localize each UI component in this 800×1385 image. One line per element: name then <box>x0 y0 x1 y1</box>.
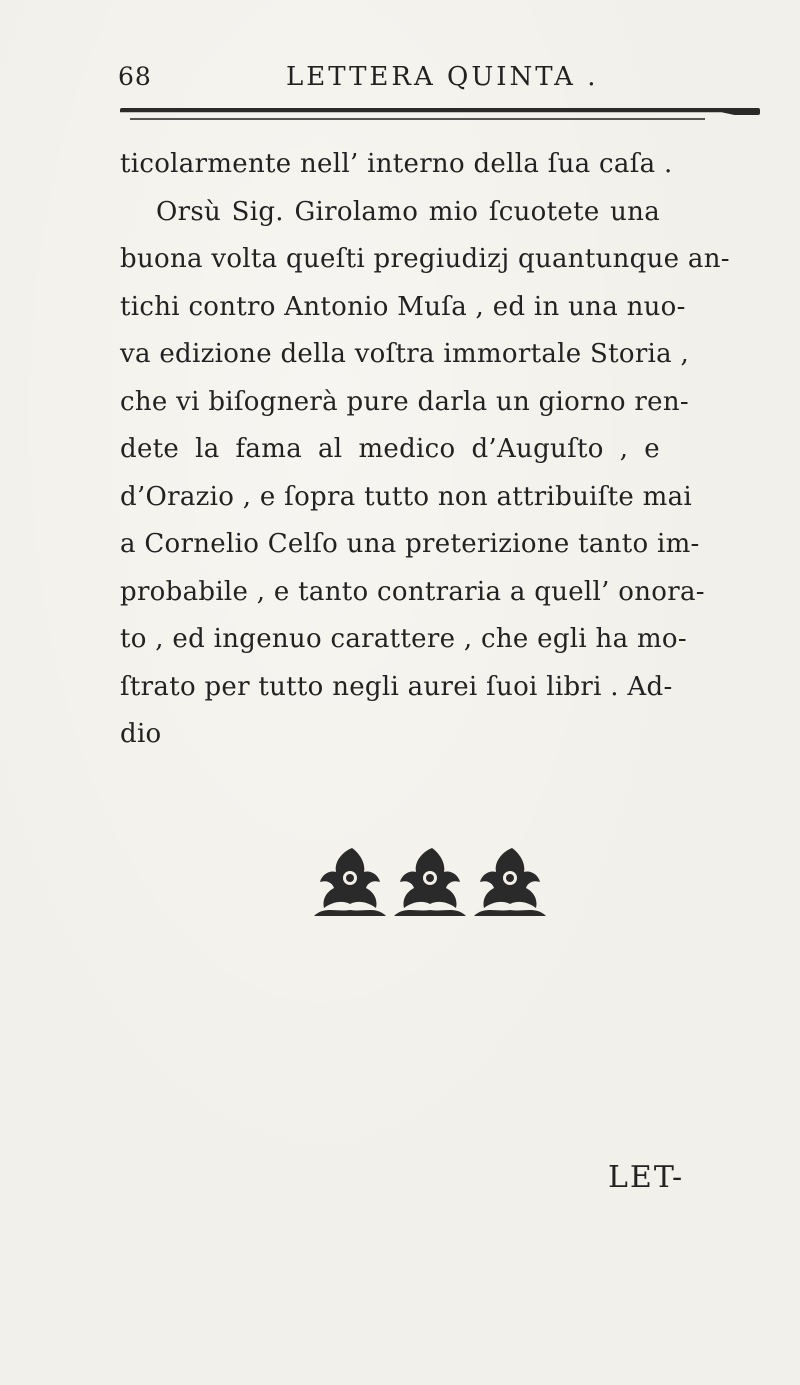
text-line: Orsù Sig. Girolamo mio ſcuotete una <box>156 196 660 227</box>
text-line: dio <box>120 719 162 749</box>
page-header <box>118 62 678 102</box>
text-line: va edizione della voſtra immortale Storia , <box>120 339 690 369</box>
text-line: che vi biſognerà pure darla un giorno ren- <box>120 386 689 417</box>
running-title: LETTERA QUINTA . <box>286 62 599 92</box>
text-line: probabile , e tanto contraria a quell’ onora- <box>120 576 705 607</box>
page-number: 68 <box>118 62 152 91</box>
text-line: d’Orazio , e ſopra tutto non attribuiſte mai <box>120 481 693 512</box>
text-line: dete la fama al medico d’Auguſto , e <box>120 434 660 464</box>
body-text <box>120 141 730 759</box>
text-line: ſtrato per tutto negli aurei ſuoi libri . Ad- <box>120 671 673 702</box>
text-line: to , ed ingenuo carattere , che egli ha mo- <box>120 624 687 654</box>
header-rule <box>120 108 760 115</box>
catchword: LET- <box>608 1160 685 1195</box>
text-line: tichi contro Antonio Muſa , ed in una nuo- <box>120 291 686 322</box>
text-line: ticolarmente nell’ interno della ſua caſa . <box>120 149 673 179</box>
text-line: buona volta queſti pregiudizj quantunque an- <box>120 244 730 274</box>
header-rule-thin <box>130 118 705 120</box>
text-line: a Cornelio Celſo una preterizione tanto im- <box>120 529 700 559</box>
fleuron-ornament-icon <box>312 842 548 920</box>
